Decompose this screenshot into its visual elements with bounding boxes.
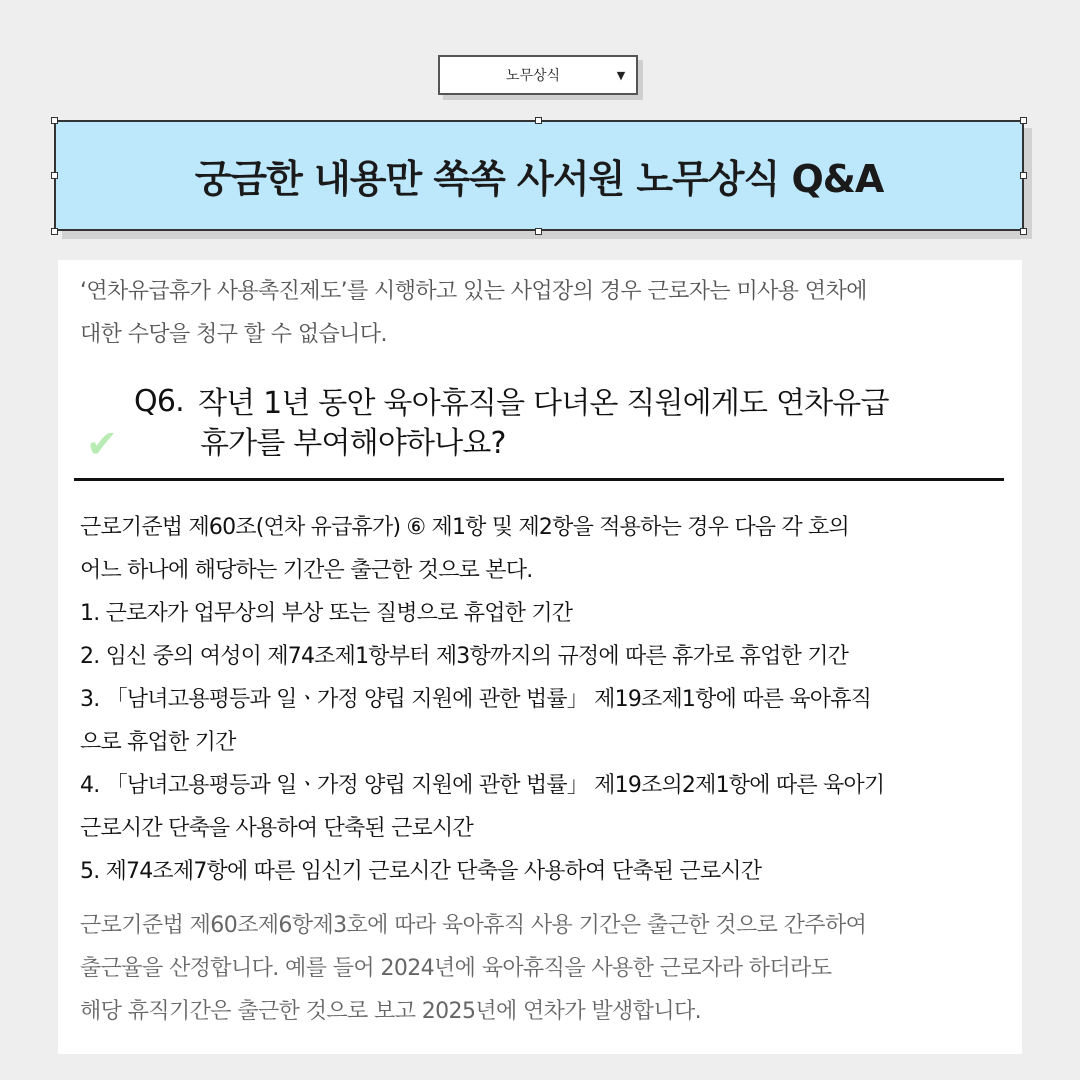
handle-bottom-left[interactable] bbox=[51, 228, 58, 235]
dropdown-label: 노무상식 bbox=[505, 68, 561, 84]
handle-bottom-right[interactable] bbox=[1020, 228, 1027, 235]
handle-middle-left[interactable] bbox=[51, 172, 58, 179]
title-box bbox=[54, 120, 1024, 231]
handle-top-right[interactable] bbox=[1020, 117, 1027, 124]
page-title: 궁금한 내용만 쏙쏙 사서원 노무상식 Q&A bbox=[194, 157, 884, 201]
handle-top-left[interactable] bbox=[51, 117, 58, 124]
checkmark-icon: ✔ bbox=[86, 422, 118, 466]
question-number: Q6. bbox=[134, 384, 184, 419]
note-line: 출근율을 산정합니다. 예를 들어 2024년에 육아휴직을 사용한 근로자라 하더라도 bbox=[80, 956, 832, 981]
content-panel bbox=[58, 260, 1022, 1054]
note-line: 해당 휴직기간은 출근한 것으로 보고 2025년에 연차가 발생합니다. bbox=[80, 999, 702, 1024]
law-line: 근로시간 단축을 사용하여 단축된 근로시간 bbox=[80, 816, 473, 841]
question-line: 휴가를 부여해야하나요? bbox=[200, 426, 506, 461]
law-line: 으로 휴업한 기간 bbox=[80, 730, 236, 755]
law-line: 1. 근로자가 업무상의 부상 또는 질병으로 휴업한 기간 bbox=[80, 601, 573, 626]
law-line: 5. 제74조제7항에 따른 임신기 근로시간 단축을 사용하여 단축된 근로시간 bbox=[80, 859, 762, 884]
category-dropdown[interactable] bbox=[438, 55, 638, 95]
handle-top-center[interactable] bbox=[535, 117, 542, 124]
law-line: 3. 「남녀고용평등과 일ㆍ가정 양립 지원에 관한 법률」 제19조제1항에 따른 육아휴직 bbox=[80, 687, 872, 712]
handle-middle-right[interactable] bbox=[1020, 172, 1027, 179]
question-line: 작년 1년 동안 육아휴직을 다녀온 직원에게도 연차유급 bbox=[198, 386, 889, 421]
intro-line: ‘연차유급휴가 사용촉진제도’를 시행하고 있는 사업장의 경우 근로자는 미사용 연차에 bbox=[80, 279, 867, 304]
law-line: 어느 하나에 해당하는 기간은 출근한 것으로 본다. bbox=[80, 558, 533, 583]
handle-bottom-center[interactable] bbox=[535, 228, 542, 235]
intro-text bbox=[80, 270, 1010, 356]
law-text bbox=[80, 506, 1010, 893]
law-line: 4. 「남녀고용평등과 일ㆍ가정 양립 지원에 관한 법률」 제19조의2제1항에 따른 육아기 bbox=[80, 773, 885, 798]
chevron-down-icon[interactable]: ▼ bbox=[616, 68, 626, 82]
law-line: 2. 임신 중의 여성이 제74조제1항부터 제3항까지의 규정에 따른 휴가로 휴업한 기간 bbox=[80, 644, 849, 669]
explanation-text bbox=[80, 904, 1010, 1033]
question-text bbox=[198, 384, 988, 464]
note-line: 근로기준법 제60조제6항제3호에 따라 육아휴직 사용 기간은 출근한 것으로 간주하여 bbox=[80, 913, 867, 938]
law-line: 근로기준법 제60조(연차 유급휴가) ⑥ 제1항 및 제2항을 적용하는 경우 다음 각 호의 bbox=[80, 515, 849, 540]
question-divider bbox=[74, 478, 1004, 481]
intro-line: 대한 수당을 청구 할 수 없습니다. bbox=[80, 322, 387, 347]
